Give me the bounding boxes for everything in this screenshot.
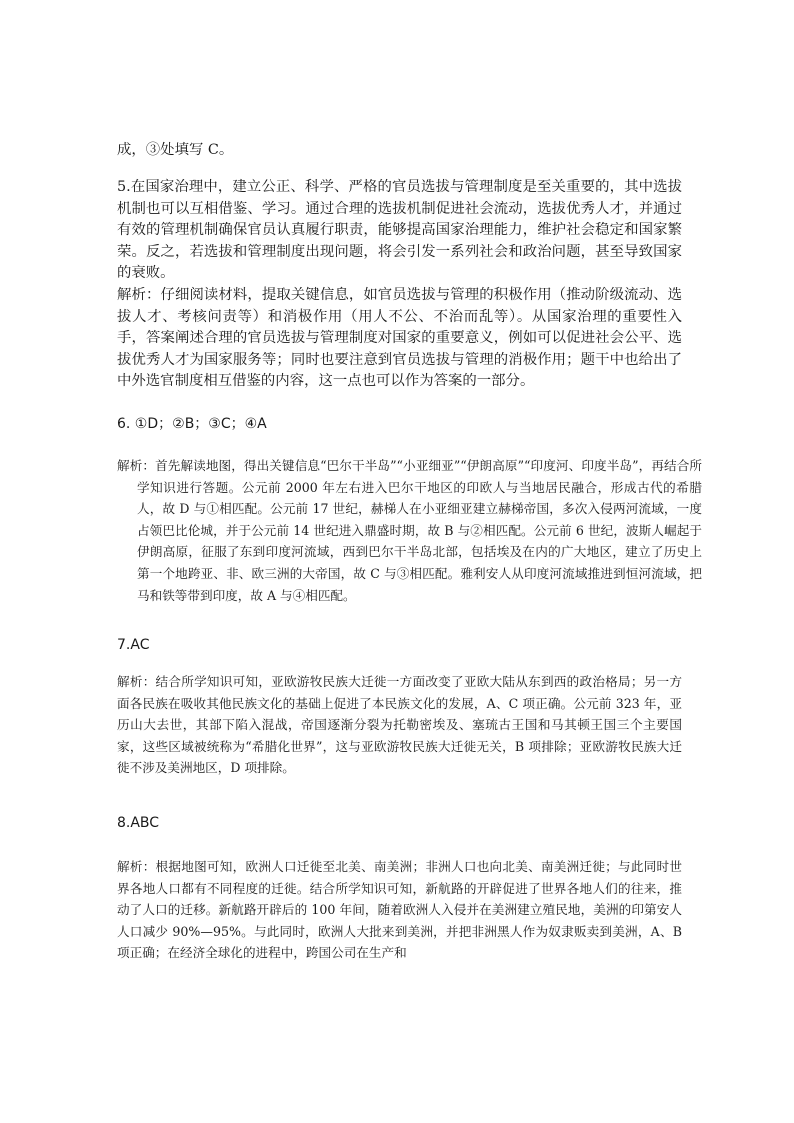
q6-analysis: 解析：首先解读地图，得出关键信息“巴尔干半岛”“小亚细亚”“伊朗高原”“印度河、印度半岛”，再结合所学知识进行答题。公元前 2000 年左右进入巴尔干地区的印欧人与当地居民融合，形成古代的希腊人，故 D 与①相匹配。公元前 17 世纪，赫梯人在小亚细亚建立赫梯帝国，多次入侵两河流域，一度占领巴比伦城，并于公元前 14 世纪进入鼎盛时期，故 B 与②相匹配。公元前 6 世纪，波斯人崛起于伊朗高原，征服了东到印度河流域，西到巴尔干半岛北部，包括埃及在内的广大地区，建立了历史上第一个地跨亚、非、欧三洲的大帝国，故 C 与③相匹配。雅利安人从印度河流域推进到恒河流域，把马和铁等带到印度，故 A 与④相匹配。 bbox=[117, 458, 702, 603]
q4-continuation: 成，③处填写 C。 bbox=[117, 142, 234, 158]
q6-answer: 6. ①D；②B；③C；④A bbox=[117, 416, 267, 432]
q8-analysis: 解析：根据地图可知，欧洲人口迁徙至北美、南美洲；非洲人口也向北美、南美洲迁徙；与此同时世界各地人口都有不同程度的迁徙。结合所学知识可知，新航路的开辟促进了世界各地人们的往来，推动了人口的迁移。新航路开辟后的 100 年间，随着欧洲人入侵并在美洲建立殖民地，美洲的印第安人人口减少 90%—95%。与此同时，欧洲人大批来到美洲，并把非洲黑人作为奴隶贩卖到美洲，A、B 项正确；在经济全球化的进程中，跨国公司在生产和 bbox=[117, 859, 682, 961]
q5-analysis: 解析：仔细阅读材料，提取关键信息，如官员选拔与管理的积极作用（推动阶级流动、选拔人才、考核问责等）和消极作用（用人不公、不治而乱等）。从国家治理的重要性入手，答案阐述合理的官员选拔与管理制度对国家的重要意义，例如可以促进社会公平、选拔优秀人才为国家服务等；同时也要注意到官员选拔与管理的消极作用；题干中也给出了中外选官制度相互借鉴的内容，这一点也可以作为答案的一部分。 bbox=[117, 287, 682, 390]
q7-answer: 7.AC bbox=[117, 637, 150, 653]
q8-answer: 8.ABC bbox=[117, 815, 160, 831]
q5-answer: 5.在国家治理中，建立公正、科学、严格的官员选拔与管理制度是至关重要的，其中选拔机制也可以互相借鉴、学习。通过合理的选拔机制促进社会流动，选拔优秀人才，并通过有效的管理机制确保官员认真履行职责，能够提高国家治理能力，维护社会稳定和国家繁荣。反之，若选拔和管理制度出现问题，将会引发一系列社会和政治问题，甚至导致国家的衰败。 bbox=[117, 179, 682, 282]
q7-analysis: 解析：结合所学知识可知，亚欧游牧民族大迁徙一方面改变了亚欧大陆从东到西的政治格局；另一方面各民族在吸收其他民族文化的基础上促进了本民族文化的发展，A、C 项正确。公元前 323 年，亚历山大去世，其部下陷入混战，帝国逐渐分裂为托勒密埃及、塞琉古王国和马其顿王国三个主要国家，这些区域被统称为“希腊化世界”，这与亚欧游牧民族大迁徙无关，B 项排除；亚欧游牧民族大迁徙不涉及美洲地区，D 项排除。 bbox=[117, 674, 682, 776]
